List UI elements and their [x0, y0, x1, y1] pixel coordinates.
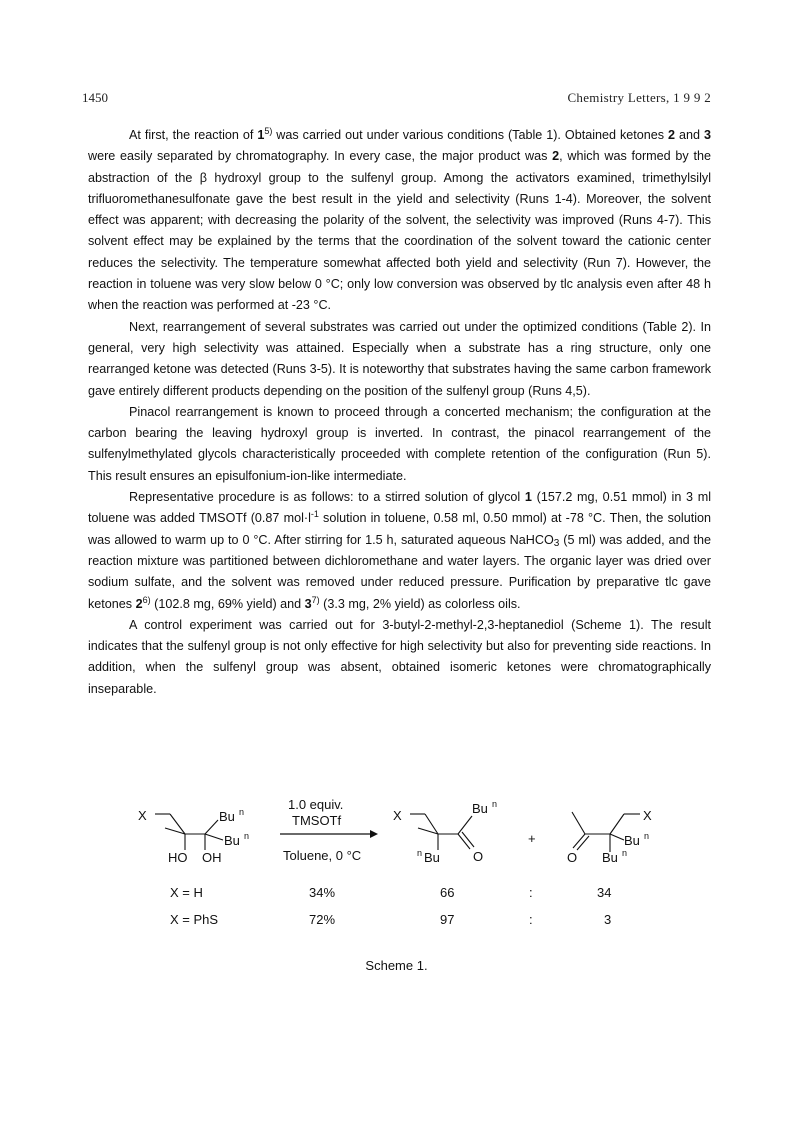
text-run: Representative procedure is as follows: to a stirred solution of glycol	[129, 490, 525, 505]
text-run: (5 ml) was added, and the reaction mixture was partitioned between dichloromethane and water layers. The organic layer was dried over sodium sulfate, and the solvent was removed under reduced pressure. Purification by preparative tlc gave ketones	[88, 532, 712, 611]
row-colon: :	[529, 885, 533, 900]
compound-ref: 3	[304, 596, 312, 611]
row-colon: :	[529, 912, 533, 927]
reactant-ho: HO	[168, 850, 188, 865]
article-body	[88, 125, 711, 700]
conditions-solvent: Toluene, 0 °C	[283, 848, 362, 863]
result-row	[170, 885, 611, 900]
paragraph-2: Next, rearrangement of several substrates was carried out under the optimized conditions (Table 2). In general, very high selectivity was attained. Especially when a substrate has a ring structure, only one rearranged ketone was detected (Runs 3-5). It is noteworthy that substrates having the same carbon framework gave entirely different products depending on the position of the sulfenyl group (Runs 4,5).	[88, 319, 711, 398]
reference-sup: 7)	[311, 594, 320, 605]
reactant-bu-right-sup: n	[244, 831, 250, 841]
product2-bu-bottom: Bu	[602, 850, 618, 865]
compound-ref: 1	[257, 128, 265, 142]
page-header	[82, 90, 711, 110]
scheme-caption: Scheme 1.	[365, 958, 428, 973]
paragraph-1	[88, 125, 711, 317]
product2-x: X	[643, 808, 652, 823]
conditions-reagent: TMSOTf	[292, 813, 342, 828]
text-run: were easily separated by chromatography. In every case, the major product was	[88, 149, 553, 164]
row-ratio-a: 97	[440, 912, 455, 927]
journal-title: Chemistry Letters, 1 9 9 2	[567, 90, 711, 105]
reactant-x: X	[138, 808, 147, 823]
reference-sup: 6)	[142, 594, 151, 605]
product2-bu-right: Bu	[624, 833, 640, 848]
product1-bu-top-sup: n	[492, 799, 498, 809]
text-run: was carried out under various conditions (Table 1). Obtained ketones	[272, 128, 669, 142]
text-run: (3.3 mg, 2% yield) as colorless oils.	[319, 596, 521, 611]
page-number: 1450	[82, 90, 108, 105]
text-run: At first, the reaction of	[129, 128, 258, 142]
reactant-bu-top-sup: n	[239, 807, 245, 817]
reference-sup: 5)	[264, 126, 273, 136]
product1-o: O	[473, 849, 484, 864]
product2-o: O	[567, 850, 578, 865]
text-run: and	[675, 128, 704, 142]
result-row	[170, 912, 611, 927]
compound-ref: 2	[135, 596, 143, 611]
reactant-oh: OH	[202, 850, 222, 865]
row-x-label: X = H	[170, 885, 203, 900]
subscript: 3	[553, 537, 560, 549]
conditions-equiv: 1.0 equiv.	[288, 797, 344, 812]
paragraph-4	[88, 487, 711, 615]
product1-bu-top: Bu	[472, 801, 488, 816]
row-yield: 34%	[309, 885, 336, 900]
product2-bu-bottom-sup: n	[622, 848, 628, 858]
row-yield: 72%	[309, 912, 336, 927]
product1-structure	[410, 814, 474, 850]
exponent-sup: -1	[310, 509, 319, 520]
plus-sign: +	[528, 831, 536, 846]
row-ratio-b: 34	[597, 885, 612, 900]
product1-bu-bottom-sup: n	[417, 848, 423, 858]
paragraph-5: A control experiment was carried out for 3-butyl-2-methyl-2,3-heptanediol (Scheme 1). The result indicates that the sulfenyl group is not only effective for high selectivity but also for preventing side reactions. In addition, when the sulfenyl group was absent, obtained isomeric ketones were chromatographically inseparable.	[88, 617, 711, 696]
paragraph-3: Pinacol rearrangement is known to proceed through a concerted mechanism; the configuration at the carbon bearing the leaving hydroxyl group is inverted. In contrast, the pinacol rearrangement of the sulfenylmethylated glycols characteristically proceeded with complete retention of the configuration (Run 5). This result ensures an episulfonium-ion-like intermediate.	[88, 404, 711, 483]
reactant-bu-top: Bu	[219, 809, 235, 824]
compound-ref: 3	[704, 128, 712, 142]
reactant-structure	[155, 814, 223, 850]
compound-ref: 1	[524, 490, 532, 505]
text-run: (102.8 mg, 69% yield) and	[150, 596, 305, 611]
product1-bu-bottom: Bu	[424, 850, 440, 865]
row-x-label: X = PhS	[170, 912, 219, 927]
reactant-bu-right: Bu	[224, 833, 240, 848]
product2-bu-right-sup: n	[644, 831, 650, 841]
compound-ref: 2	[552, 149, 560, 164]
scheme-drawing	[120, 790, 720, 960]
row-ratio-a: 66	[440, 885, 455, 900]
text-run: (157.2 mg, 0.51 mmol) in 3 ml toluene was added TMSOTf (0.87 mol·l	[88, 490, 711, 526]
text-run: , which was formed by the abstraction of the β hydroxyl group to the sulfenyl group. Among the activators examined, trimethylsilyl trifluoromethanesulfonate gave the best result in the yield and selectivity (Runs 1-4). Moreover, the solvent effect was apparent; with decreasing the polarity of the solvent, the selectivity was improved (Runs 4-7). This solvent effect may be explained by the terms that the coordination of the solvent toward the cationic center reduces the selectivity. The temperature somewhat affected both yield and selectivity (Run 7). However, the reaction in toluene was very slow below 0 °C; only low conversion was observed by tlc analysis even after 48 h when the reaction was performed at -23 °C.	[88, 149, 711, 313]
compound-ref: 2	[668, 128, 676, 142]
text-run: solution in toluene, 0.58 ml, 0.50 mmol) at -78 °C. Then, the solution was allowed to warm up to 0 °C. After stirring for 1.5 h, saturated aqueous NaHCO	[88, 511, 712, 547]
product1-x: X	[393, 808, 402, 823]
arrow-head	[370, 830, 378, 838]
row-ratio-b: 3	[604, 912, 612, 927]
